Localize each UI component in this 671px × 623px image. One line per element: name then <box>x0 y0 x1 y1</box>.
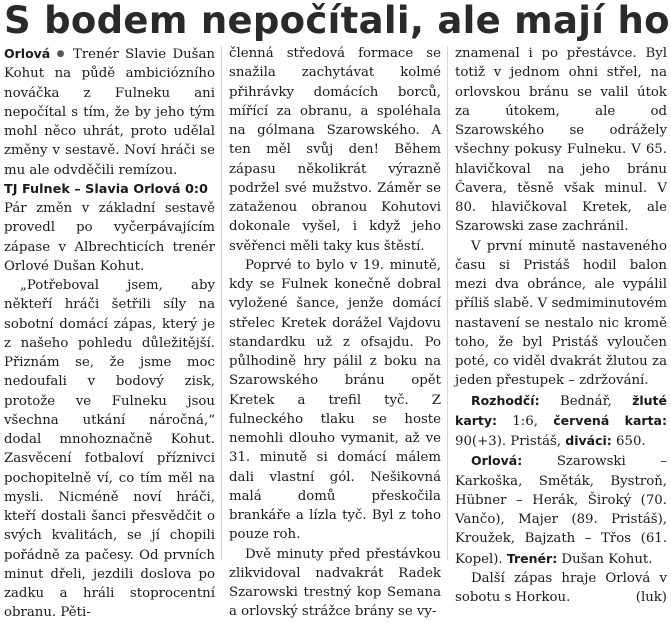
referees-value: Bednář, <box>539 393 633 409</box>
yellow-cards-value: 1:6, <box>497 413 554 429</box>
paragraph: Poprvé to bylo v 19. minutě, kdy se Fulnek konečně dobral vyložené šance, jenže domácí střelec Kretek dorážel Vajdovu standardku už z ofsajdu. Po půlhodině hry pálil z boku na Szarowského bránu opět Kretek a trefil tyč. Z fulneckého tlaku se hoste nemohli dlouho vymanit, až ve 31. minutě si domácí málem dali vlastní gól. Nešikovná malá domů přeskočila brankáře a lízla tyč. Byl z toho pouze roh. <box>229 257 441 543</box>
next-match <box>455 569 667 608</box>
referees-label: Rozhodčí: <box>470 392 540 408</box>
article-column-1 <box>4 44 215 621</box>
yellow-cards-label: žluté karty: <box>455 392 667 428</box>
lead-text: Trenér Slavie Dušan Kohut na půdě ambiciózního nováčka z Fulneku ani nepočítal s tím, že by jeho tým mohl něco uhrát, proto udělal změny v sestavě. Noví hráči se mu ale odvděčili remízou. <box>4 47 215 178</box>
column-rule <box>447 46 448 560</box>
article-column-3 <box>455 44 667 605</box>
red-card-value: 90(+3). Pristáš, <box>455 434 566 449</box>
spectators-label: diváci: <box>565 433 612 448</box>
lead-paragraph <box>4 44 215 180</box>
match-heading: TJ Fulnek – Slavia Orlová 0:0 <box>4 181 208 197</box>
red-card-label: červená karta: <box>553 412 667 428</box>
coach-value: Dušan Kohut. <box>557 551 653 567</box>
paragraph: znamenal i po přestávce. Byl totiž v jednom ohni střel, na orlovskou bránu se valil útok za útokem, ale od Szarowského se odrážely všechny pokusy Fulneku. V 65. hlavičkoval na jeho bránu Čavera, těsně však minul. V 80. hlavičkoval Kretek, ale Szarowski zase zachránil. <box>455 46 667 235</box>
paragraph: „Potřeboval jsem, aby někteří hráči šetřili síly na sobotní domácí zápas, který je z našeho pohledu důležitější. Přiznám se, že jsme moc nedoufali v bodový zisk, protože ve Fulneku jsou všechna utkání náročná,“ dodal mnohoznačně Kohut. Zasvěcení fotbaloví příznivci pochopitelně ví, co tím měl na mysli. Nicméně noví hráči, kteří dostali šanci přesvědčit o svých kvalitách, se jí chopili pořádně za pačesy. Od prvních minut dřeli, jezdili doslova po zadku a hráli stoprocentní obranu. Pěti- <box>4 278 215 621</box>
lineup <box>455 451 667 569</box>
spectators-value: 650. <box>611 434 646 449</box>
dateline-bullet: ● <box>56 49 67 59</box>
column-rule <box>221 46 222 560</box>
paragraph: členná středová formace se snažila zachytávat kolmé přihrávky domácích borců, mířící za obranu, a spoléhala na gólmana Szarowského. A ten měl svůj den! Během zápasu několikrát výrazně podržel své mužstvo. Záměr se zataženou obranou Kohutovi dokonale vyšel, i když jeho svěřenci měli taky kus štěstí. <box>229 46 441 254</box>
paragraph: Dvě minuty před přestávkou zlikvidoval nadvakrát Radek Szarowski trestný kop Semana a orlovský strážce brány se vy- <box>229 546 441 620</box>
author-signature: (luk) <box>635 590 667 605</box>
paragraph: Pár změn v základní sestavě provedl po vyčerpávajícím zápase v Albrechticích trenér Orlové Dušan Kohut. <box>4 201 215 274</box>
lineup-players: Szarowski – Karkoška, Směták, Bystroň, Hübner – Herák, Široký (70. Vančo), Majer (89. Pristáš), Kroužek, Bajzath – Třos (61. Kopel). <box>455 454 667 567</box>
headline: S bodem nepočítali, ale mají ho <box>4 0 670 42</box>
team-label: Orlová: <box>470 453 523 469</box>
paragraph: V první minutě nastaveného času si Pristáš hodil balon mezi dva obránce, ale vypálil příliš slabě. V sedmiminutovém nastavení se nestalo nic kromě toho, že byl Pristáš vyloučen poté, co viděl dvakrát žlutou za jeden přestupek – zdržování. <box>455 238 667 389</box>
match-stats <box>455 391 667 452</box>
article-column-2 <box>229 44 441 620</box>
coach-label: Trenér: <box>506 550 558 566</box>
next-match-text: Další zápas hraje Orlová v sobotu s Horkou. <box>455 570 667 605</box>
dateline: Orlová <box>4 46 51 61</box>
